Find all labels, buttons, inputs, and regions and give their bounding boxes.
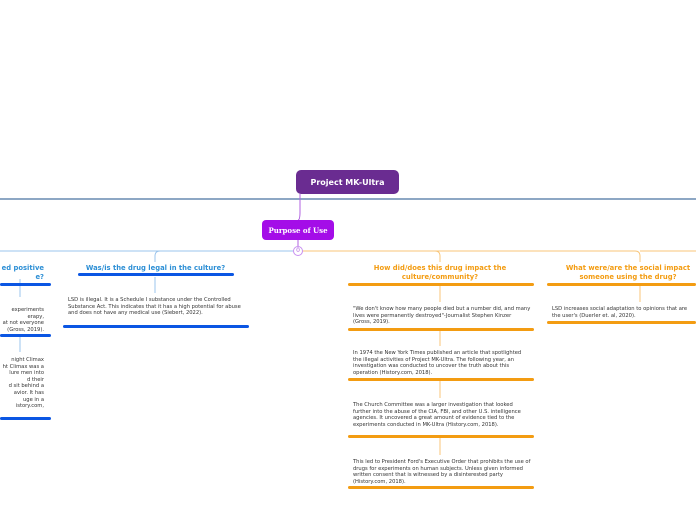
title-line: ed positive (1, 264, 44, 272)
note-underline (63, 325, 249, 328)
topic-left-positive-title[interactable] (0, 264, 44, 282)
title-line: culture/community? (401, 273, 479, 281)
note-underline (348, 378, 534, 381)
note-line: avior. It has (13, 389, 44, 396)
title-line: How did/does this drug impact the (373, 264, 507, 272)
collapse-toggle-icon[interactable]: 0 (293, 246, 303, 256)
title-line: Was/is the drug legal in the culture? (85, 264, 226, 272)
note-line: at not everyone (2, 320, 44, 327)
note-legal[interactable] (68, 297, 244, 317)
note-culture-1[interactable] (353, 306, 531, 326)
note-underline (0, 334, 51, 337)
note-line: erapy, (27, 313, 44, 320)
note-underline (547, 321, 696, 324)
note-text: The Church Committee was a larger investigation that looked further into the abuse of the CIA, FBI, and other U.S. intelligence agencies. It uncovered a great amount of evidence tied to the experiments conducted in MK-Ultra (History.com, 2018). (353, 402, 521, 428)
note-underline (348, 328, 534, 331)
note-line: d sit behind a (8, 383, 44, 390)
root-topic[interactable] (296, 170, 399, 194)
note-text: In 1974 the New York Times published an article that spotlighted the illegal activities of Project MK-Ultra. The following year, an investigation was conducted to uncover the truth about this operation (History.com, 2018). (353, 350, 522, 376)
note-culture-2[interactable] (353, 350, 531, 376)
note-culture-3[interactable] (353, 402, 531, 428)
topic-legal-title[interactable] (78, 264, 233, 273)
note-line: lure men into (9, 370, 44, 377)
note-underline (348, 486, 534, 489)
note-line: ht Climax was a (2, 363, 44, 370)
topic-underline (78, 273, 234, 276)
topic-underline (348, 283, 534, 286)
note-line: night Climax (11, 357, 44, 363)
root-topic-label: Project MK-Ultra (310, 177, 385, 187)
note-left-1[interactable] (0, 307, 44, 333)
note-text: This led to President Ford's Executive Order that prohibits the use of drugs for experiments on human subjects. Unless given informed written consent that is witnessed by a disinterested party (History.com, 2018). (353, 459, 531, 485)
note-text: "We don't know how many people died but a number did, and many lives were permanently destroyed"-Journalist Stephen Kinzer (Gross, 2019). (353, 306, 531, 326)
note-culture-4[interactable] (353, 459, 531, 485)
note-underline (0, 417, 51, 420)
note-line: experiments (11, 307, 44, 313)
title-line: someone using the drug? (579, 273, 677, 281)
topic-underline (0, 283, 51, 286)
subtopic-label: Purpose of Use (268, 225, 328, 235)
title-line: e? (35, 273, 44, 281)
note-text: LSD increases social adaptation to opinions that are the user's (Duerler et. al, 2020). (552, 306, 688, 319)
topic-underline (547, 283, 696, 286)
note-underline (348, 435, 534, 438)
note-text: LSD is illegal. It is a Schedule I substance under the Controlled Substance Act. This indicates that it has a high potential for abuse and does not have any medical use (Siebert, 2022). (68, 297, 241, 317)
note-line: d their (26, 376, 44, 383)
note-line: uge in a (23, 396, 44, 403)
title-line: What were/are the social impact (565, 264, 691, 272)
subtopic-purpose-of-use[interactable] (262, 220, 334, 240)
note-line: istory.com, (15, 403, 44, 410)
note-social-1[interactable] (552, 306, 696, 319)
topic-social-impact-title[interactable] (560, 264, 696, 282)
topic-culture-impact-title[interactable] (350, 264, 530, 282)
note-left-2[interactable] (0, 357, 44, 410)
note-line: (Gross, 2019). (7, 326, 44, 333)
